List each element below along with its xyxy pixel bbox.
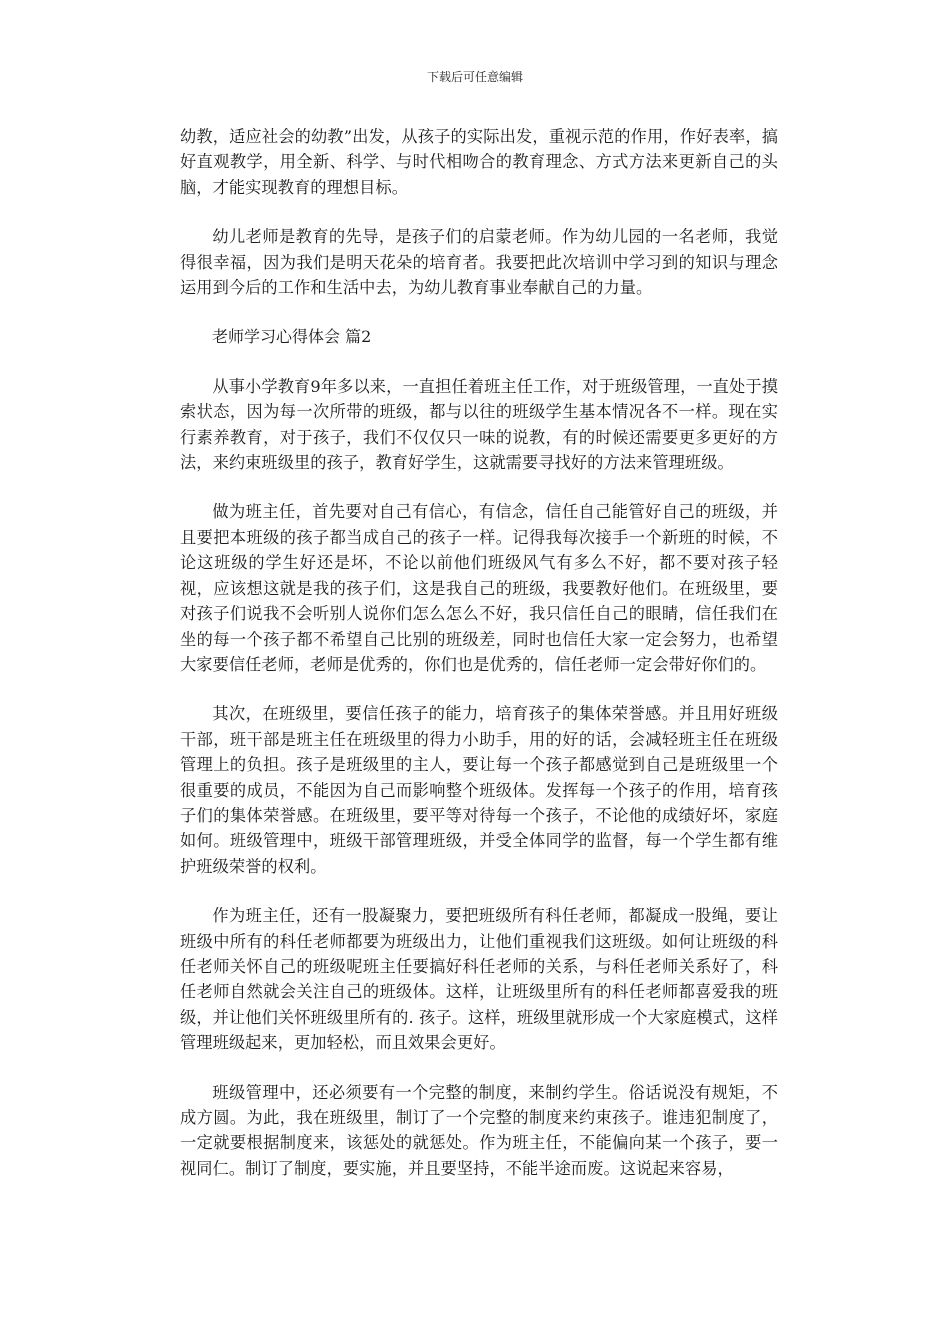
document-body — [180, 124, 778, 1205]
paragraph: 其次，在班级里，要信任孩子的能力，培育孩子的集体荣誉感。并且用好班级干部，班干部是班主任在班级里的得力小助手，用的好的话，会减轻班主任在班级管理上的负担。孩子是班级里的主人，要让每一个孩子都感觉到自己是班级里一个很重要的成员，不能因为自己而影响整个班级体。发挥每一个孩子的作用，培育孩子们的集体荣誉感。在班级里，要平等对待每一个孩子，不论他的成绩好坏，家庭如何。班级管理中，班级干部管理班级，并受全体同学的监督，每一个学生都有维护班级荣誉的权利。 — [180, 704, 778, 876]
paragraph: 幼儿老师是教育的先导，是孩子们的启蒙老师。作为幼儿园的一名老师，我觉得很幸福，因为我们是明天花朵的培育者。我要把此次培训中学习到的知识与理念运用到今后的工作和生活中去，为幼儿教育事业奉献自己的力量。 — [180, 227, 778, 298]
paragraph: 班级管理中，还必须要有一个完整的制度，来制约学生。俗话说没有规矩，不成方圆。为此，我在班级里，制订了一个完整的制度来约束孩子。谁违犯制度了，一定就要根据制度来，该惩处的就惩处。作为班主任，不能偏向某一个孩子，要一视同仁。制订了制度，要实施，并且要坚持，不能半途而废。这说起来容易， — [180, 1082, 778, 1178]
page-header-note: 下载后可任意编辑 — [426, 70, 523, 84]
paragraph: 幼教，适应社会的幼教”出发，从孩子的实际出发，重视示范的作用，作好表率，搞好直观教学，用全新、科学、与时代相吻合的教育理念、方式方法来更新自己的头脑，才能实现教育的理想目标。 — [180, 127, 778, 197]
paragraph: 从事小学教育9年多以来，一直担任着班主任工作，对于班级管理，一直处于摸索状态，因为每一次所带的班级，都与以往的班级学生基本情况各不一样。现在实行素养教育，对于孩子，我们不仅仅只一味的说教，有的时候还需要更多更好的方法，来约束班级里的孩子，教育好学生，这就需要寻找好的方法来管理班级。 — [180, 376, 778, 473]
paragraph: 作为班主任，还有一股凝聚力，要把班级所有科任老师，都凝成一股绳，要让班级中所有的科任老师都要为班级出力，让他们重视我们这班级。如何让班级的科任老师关怀自己的班级呢班主任要搞好科任老师的关系，与科任老师关系好了，科任老师自然就会关注自己的班级体。这样，让班级里所有的科任老师都喜爱我的班级，并让他们关怀班级里所有的. 孩子。这样，班级里就形成一个大家庭模式，这样管理班级起来，更加轻松，而且效果会更好。 — [180, 906, 778, 1053]
paragraph: 做为班主任，首先要对自己有信心，有信念，信任自己能管好自己的班级，并且要把本班级的孩子都当成自己的孩子一样。记得我每次接手一个新班的时候，不论这班级的学生好还是坏，不论以前他们班级风气有多么不好，都不要对孩子轻视，应该想这就是我的孩子们，这是我自己的班级，我要教好他们。在班级里，要对孩子们说我不会听别人说你们怎么怎么不好，我只信任自己的眼睛，信任我们在坐的每一个孩子都不希望自己比别的班级差，同时也信任大家一定会努力，也希望大家要信任老师，老师是优秀的，你们也是优秀的，信任老师一定会带好你们的。 — [180, 502, 778, 674]
section-heading: 老师学习心得体会 篇2 — [212, 327, 372, 347]
